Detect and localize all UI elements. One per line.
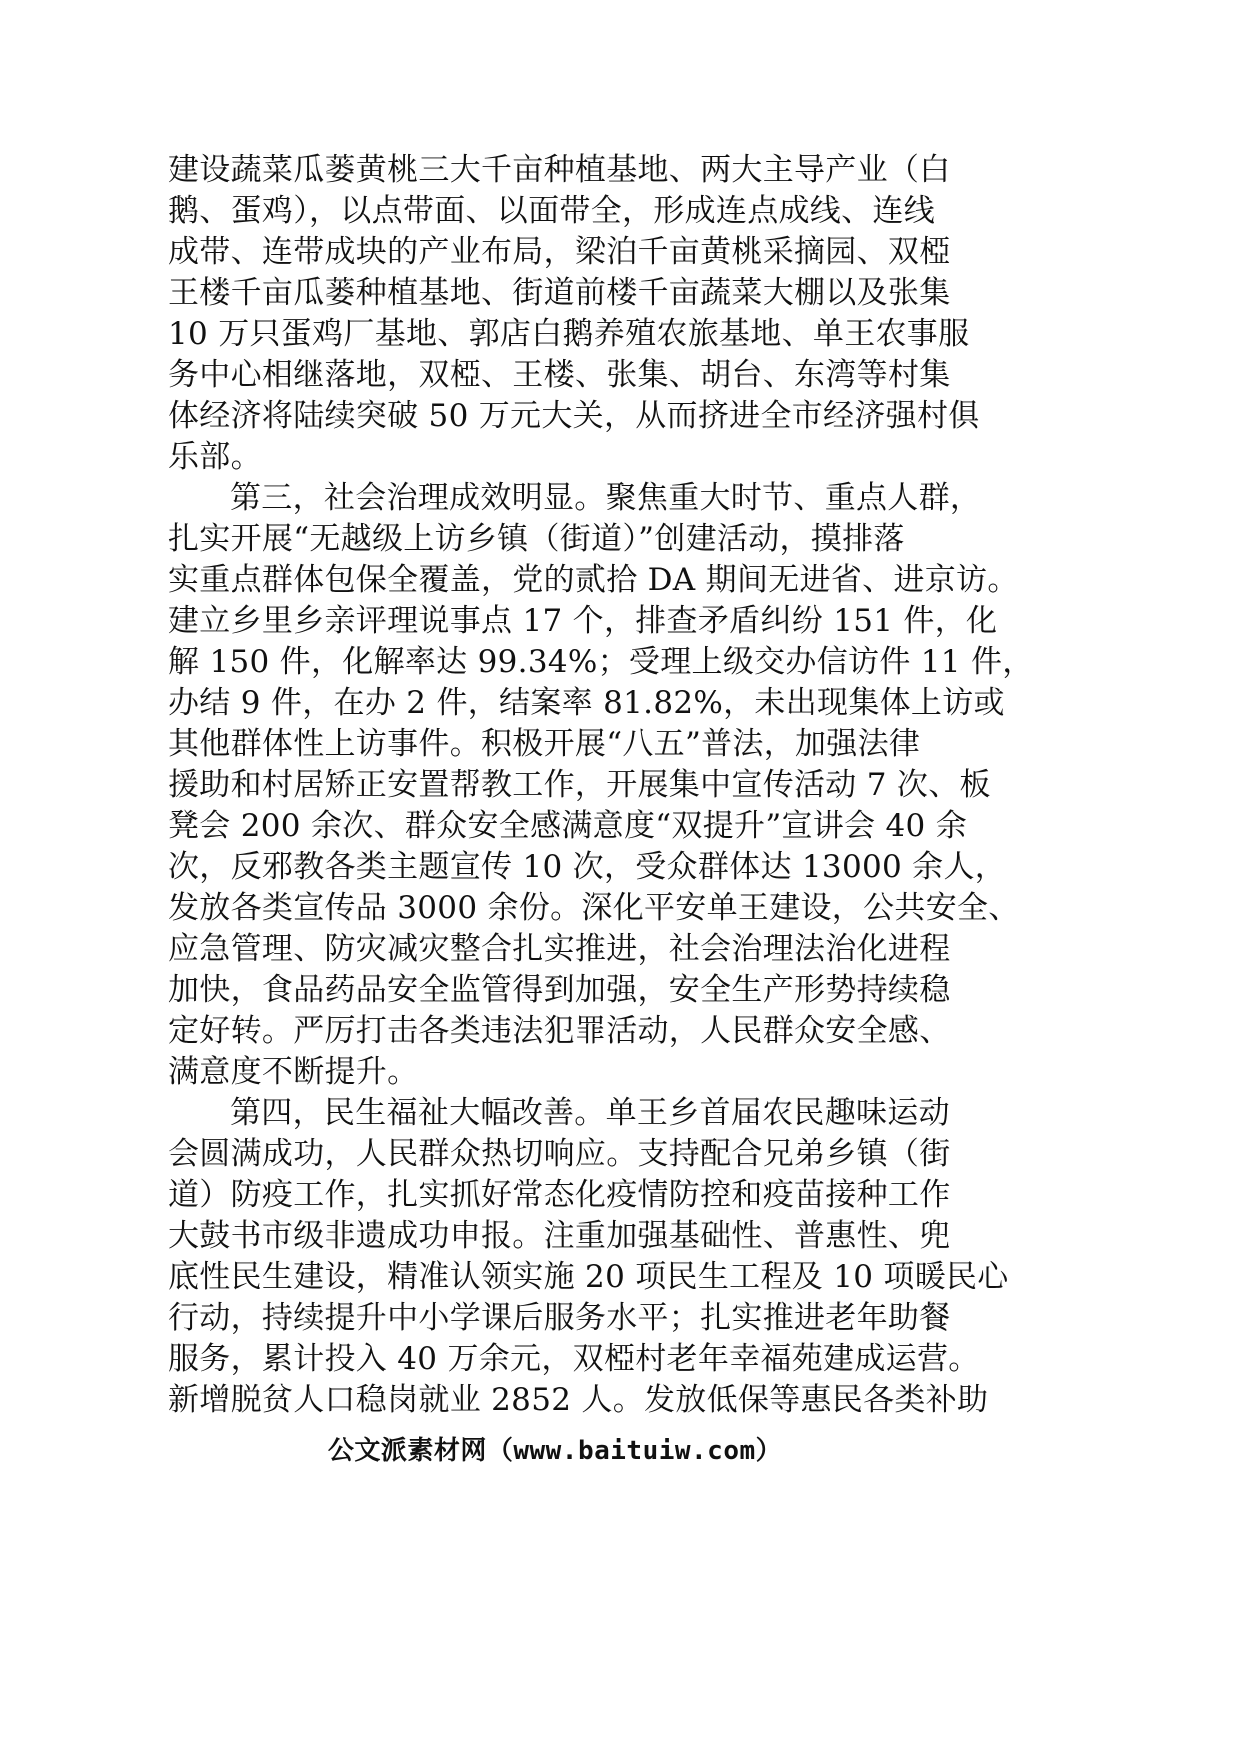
text-line: 底性民生建设，精准认领实施 20 项民生工程及 10 项暖民心 (168, 1259, 1009, 1295)
text-line: 建立乡里乡亲评理说事点 17 个，排查矛盾纠纷 151 件，化 (168, 603, 998, 639)
text-line: 大鼓书市级非遗成功申报。注重加强基础性、普惠性、兜 (168, 1218, 951, 1254)
text-line: 10 万只蛋鸡厂基地、郭店白鹅养殖农旅基地、单王农事服 (168, 316, 970, 352)
text-line: 办结 9 件，在办 2 件，结案率 81.82%，未出现集体上访或 (168, 685, 1005, 721)
document-body (168, 150, 1034, 1421)
text-line: 定好转。严厉打击各类违法犯罪活动，人民群众安全感、 (168, 1013, 951, 1049)
text-line: 王楼千亩瓜蒌种植基地、街道前楼千亩蔬菜大棚以及张集 (168, 275, 951, 311)
text-line: 应急管理、防灾减灾整合扎实推进，社会治理法治化进程 (168, 931, 951, 967)
text-line: 其他群体性上访事件。积极开展“八五”普法，加强法律 (168, 726, 921, 762)
text-line: 会圆满成功，人民群众热切响应。支持配合兄弟乡镇（街 (168, 1136, 951, 1172)
text-line: 次，反邪教各类主题宣传 10 次，受众群体达 13000 余人， (168, 849, 1007, 885)
text-line: 道）防疫工作，扎实抓好常态化疫情防控和疫苗接种工作 (168, 1177, 951, 1213)
text-line: 扎实开展“无越级上访乡镇（街道）”创建活动，摸排落 (168, 521, 905, 557)
paragraph-start-line: 第三，社会治理成效明显。聚焦重大时节、重点人群， (230, 480, 982, 516)
text-line: 乐部。 (168, 439, 262, 475)
text-line: 服务，累计投入 40 万余元，双椏村老年幸福苑建成运营。 (168, 1341, 980, 1377)
text-line: 满意度不断提升。 (168, 1054, 419, 1090)
text-line: 凳会 200 余次、群众安全感满意度“双提升”宣讲会 40 余 (168, 808, 968, 844)
text-line: 新增脱贫人口稳岗就业 2852 人。发放低保等惠民各类补助 (168, 1382, 989, 1418)
footer-watermark: 公文派素材网（www.baituiw.com） (327, 1436, 783, 1466)
text-line: 解 150 件，化解率达 99.34%；受理上级交办信访件 11 件， (168, 644, 1034, 680)
text-line: 建设蔬菜瓜蒌黄桃三大千亩种植基地、两大主导产业（白 (168, 152, 951, 188)
text-line: 成带、连带成块的产业布局，梁泊千亩黄桃采摘园、双椏 (168, 234, 951, 270)
text-line: 援助和村居矫正安置帮教工作，开展集中宣传活动 7 次、板 (168, 767, 991, 803)
text-line: 行动，持续提升中小学课后服务水平；扎实推进老年助餐 (168, 1300, 951, 1336)
text-line: 加快，食品药品安全监管得到加强，安全生产形势持续稳 (168, 972, 951, 1008)
text-line: 实重点群体包保全覆盖，党的贰拾 DA 期间无进省、进京访。 (168, 562, 1019, 598)
text-line: 体经济将陆续突破 50 万元大关，从而挤进全市经济强村俱 (168, 398, 980, 434)
text-line: 务中心相继落地，双椏、王楼、张集、胡台、东湾等村集 (168, 357, 951, 393)
paragraph-start-line: 第四，民生福祉大幅改善。单王乡首届农民趣味运动 (230, 1095, 950, 1131)
text-line: 发放各类宣传品 3000 余份。深化平安单王建设，公共安全、 (168, 890, 1020, 926)
text-line: 鹅、蛋鸡），以点带面、以面带全，形成连点成线、连线 (168, 193, 935, 229)
